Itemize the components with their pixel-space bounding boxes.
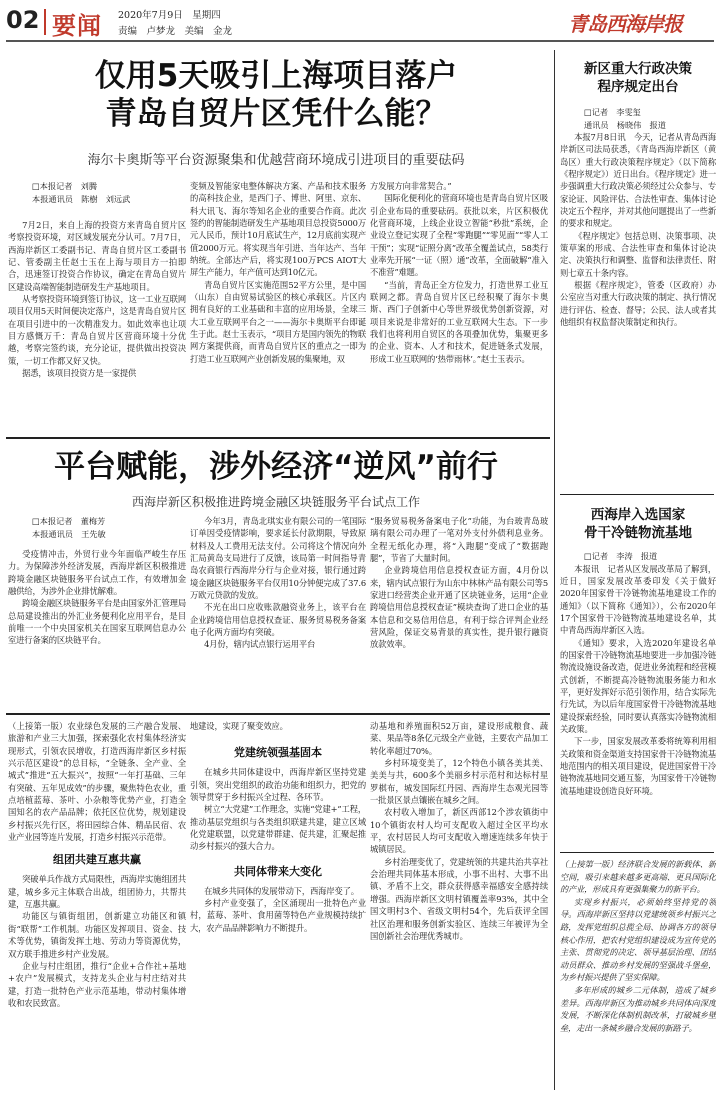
story1-col2 — [190, 180, 366, 387]
story3-col1 — [8, 720, 186, 1092]
paragraph: 本报讯 记者从区发展改革局了解到，近日，国家发展改革委印发《关于做好2020年国家骨干冷链物流基地建设工作的通知》（以下简称《通知》），公布2020年17个国家骨干冷链物流基地建设名单，其中青岛西海岸新区入选。 — [560, 563, 716, 636]
paragraph: 下一步，国家发展改革委将统筹利用相关政策和资金渠道支持国家骨干冷链物流基地范围内的相关项目建设，促进国家骨干冷链物流基地同交通互鉴，为国家骨干冷链物流基地建设创造良好环境。 — [560, 736, 716, 796]
story1-bottom-rule — [6, 437, 550, 439]
section-name: 要闻 — [52, 12, 102, 40]
paragraph: 跨境金融区块链服务平台是由国家外汇管理局总局建设推出的外汇业务便利化应用平台，是目前唯一一个中央国家机关在国家互联网信息办公室进行备案的区块链平台。 — [8, 598, 186, 646]
paper-logo: 青岛西海岸报 — [568, 12, 682, 36]
editors: 责编 卢梦龙 美编 金龙 — [118, 26, 233, 37]
paragraph: 企业跨境信用信息授权查证方面，4月份以来，辖内试点银行为山东中林林产品有限公司等5家进口经营类企业开通了区块链业务，运用“企业跨境信用信息授权查证”模块查询了进口企业的基本信息和交易信用信息，有利于综合评判企业经营风险，保证交易背景的真实性，提升银行融资放款效率。 — [370, 565, 548, 650]
paragraph: 不光在出口应收账款融资业务上，该平台在企业跨境信用信息授权查证、服务贸易税务备案电子化两方面均有突破。 — [190, 602, 366, 638]
paragraph: 动基地和养殖面积52万亩，建设形成粮食、蔬菜、果品等8条亿元级全产业链，主要农产品加工转化率超过70%。 — [370, 721, 548, 756]
masthead-rule — [6, 40, 714, 42]
side1-byline-correspondent: 通讯员 杨晓伟 报道 — [584, 119, 666, 130]
story1-headline-1: 仅用5天吸引上海项目落户 — [94, 58, 458, 94]
paragraph: 方发展方向非常契合。” — [370, 181, 452, 191]
side2-headline-1: 西海岸入选国家 — [590, 507, 686, 523]
paragraph: 青岛自贸片区实施范围52平方公里，是中国（山东）自由贸易试验区的核心承载区。片区内拥有良好的工业基础和丰富的应用场景，全球三大工业互联网平台之一——海尔卡奥斯平台即诞生于此。赵士玉表示，“项目方是国内领先的物联网方案提供商，而青岛自贸片区的重点之一即为打造工业互联网产业创新发展的集聚地，双 — [190, 279, 366, 364]
paragraph: 《程序规定》包括总则、决策事项、决策草案的形成、合法性审查和集体讨论决定、决策执行和调整、监督和法律责任、附则七章五十条内容。 — [560, 230, 716, 278]
paragraph: “服务贸易税务备案电子化”功能，为台玻青岛玻璃有限公司办理了一笔对外支付外债利息业务。全程无纸化办理，将“入跑腿”变成了“数据跑腿”，节省了大量时间。 — [370, 516, 548, 564]
side-divider — [560, 494, 714, 495]
issue-date: 2020年7月9日 星期四 — [118, 10, 221, 21]
side-divider — [560, 852, 714, 853]
section-heading: 组团共建互惠共赢 — [53, 853, 141, 867]
paragraph: 变频及智能家电整体解决方案、产品和技术服务的高科技企业，是西门子、博世、阿里、京东、科大讯飞、海尔等知名企业的重要合作商。此次签约的智能制造研发生产基地项目总投资5000万元人民币，预计10月底试生产，12月底前实现产值2000万元。将实现当年引进、当年达产、当年纳统。全部达产后，将实现100万PCS AIOT大屏生产能力，年产值可达到10亿元。 — [190, 181, 366, 278]
paragraph: 多年形成的城乡二元体制，造成了城乡差异。西海岸新区为推动城乡共同体向深度发展，不断深化体制机制改革，打破城乡壁垒，走出一条城乡融合发展的新路子。 — [560, 984, 716, 1033]
side-story3 — [560, 858, 716, 1092]
story1-headline-2: 青岛自贸片区凭什么能？ — [105, 96, 447, 132]
paragraph: 《通知》要求，入选2020年建设名单的国家骨干冷链物流基地要进一步加强冷链物流设施设备改造，促进业务流程和经营模式创新，不断提高冷链物流服务能力和水平，更好发挥好示范引领作用，结合实际先行先试，为以后年度国家骨干冷链物流基地建设探索经验，同时要认真落实冷链物流相关政策。 — [560, 637, 716, 734]
story2-headline: 平台赋能，涉外经济“逆风”前行 — [54, 449, 498, 485]
side2-byline-reporter: □记者 李涛 报道 — [584, 551, 658, 561]
paragraph: （上接第一版）农业绿色发展的三产融合发展、旅游和产业三大加强，探索强化农村集体经济实现形式，引领农民增收，打造西海岸新区乡村振兴示范区建设”的总目标，“全链条、全产业、全城式”推进“五大振兴”，按照“一年打基础、三年有突破、五年见成效”的步骤，聚焦特色农业，重点培植蓝莓、茶叶、小杂粮等优势产业，打造全国知名的农产品品牌；依托区位优势，规划建设乡村振兴先行区，将田园综合体、精品民宿、农业产业园等连片发展，打造乡村振兴示范带。 — [8, 721, 186, 843]
story2-byline-correspondent: 本报通讯员 王先敏 — [32, 529, 106, 539]
paragraph: 在城乡共同体建设中，西海岸新区坚持党建引领，突出党组织的政治功能和组织力，把党的领导贯穿于乡村振兴全过程、各环节。 — [190, 767, 366, 803]
paragraph: 企业与村庄组团，推行“企业+合作社+基地+农户”发展模式，支持龙头企业与村庄结对共建，打造一批特色产业示范基地，带动村集体增收和农民致富。 — [8, 960, 186, 1008]
paragraph: 树立“大党建”工作理念，实施“党建+”工程，推动基层党组织与各类组织联建共建，建立区域化党建联盟，以党建带群建、促共建，汇聚起推动乡村振兴的强大合力。 — [190, 804, 366, 852]
story2-col3 — [370, 515, 548, 708]
paragraph: 地建设，实现了聚变效应。 — [190, 721, 288, 731]
story1-byline-reporter: □本报记者 刘腾 — [32, 181, 98, 191]
column-divider — [554, 50, 555, 1090]
paragraph: 7月2日，来自上海的投资方来青岛自贸片区考察投资环境，对区域发展充分认可。7月7日，西海岸新区工委副书记、青岛自贸片区工委副书记、管委副主任赵士玉在上海与项目方一拍即合，迅速签订投资合作协议，确定在青岛自贸片区建设高端智能制造研发生产基地项目。 — [8, 220, 186, 292]
story1-col3 — [370, 180, 548, 387]
paragraph: 农村收入增加了，新区西部12个涉农镇街中10个镇街农村人均可支配收入超过全区平均水平，农村居民人均可支配收入增速连续多年快于城镇居民。 — [370, 807, 548, 855]
paragraph: 实现乡村振兴，必须始终坚持党的领导。西海岸新区坚持以党建统领乡村振兴之路，发挥党组织总揽全局、协调各方的领导核心作用，把农村党组织建设成为宣传党的主张、贯彻党的决定、领导基层治理、团结动员群众、推动乡村发展的坚强战斗堡垒，为乡村振兴提供了坚实保障。 — [560, 896, 716, 983]
paragraph: 功能区与镇街组团，创新建立功能区和镇街“联帮”工作机制。功能区发挥项目、资金、技术等优势，镇街发挥土地、劳动力等资源优势，双方联手推进乡村产业发展。 — [8, 911, 186, 959]
story2-col1 — [8, 548, 186, 708]
side1-byline-reporter: □记者 李雯玺 — [584, 107, 641, 117]
page-number: 02 — [6, 6, 40, 34]
side2-headline-2: 骨干冷链物流基地 — [584, 525, 692, 541]
side1-headline-1: 新区重大行政决策 — [584, 61, 692, 77]
paragraph: “当前，青岛正全方位发力，打造世界工业互联网之都。青岛自贸片区已经积聚了海尔卡奥斯、西门子创新中心等世界级优势创新资源，对项目来说是非常好的工业互联网大生态。下一步我们也将利用自贸区的各项叠加优势，集聚更多的企业、资本、人才和技术，促进链条式发展，形成工业互联网的‘热带雨林’。”赵士玉表示。 — [370, 279, 548, 364]
side-story2 — [560, 500, 716, 848]
paragraph: 突破单兵作战方式局限性，西海岸实施组团共建，城乡多元主体联合出战，组团协力，共帮共建，互惠共赢。 — [8, 874, 186, 910]
paragraph: 乡村产业变强了，全区涌现出一批特色产业村，蓝莓、茶叶、食用菌等特色产业规模持续扩大，农产品品牌影响力不断提升。 — [190, 898, 366, 933]
story3-col3 — [370, 720, 548, 1092]
story2-col2 — [190, 515, 366, 708]
story2-subtitle: 西海岸新区积极推进跨境金融区块链服务平台试点工作 — [131, 495, 420, 509]
paragraph: 4月份，辖内试点银行运用平台 — [204, 639, 316, 650]
paragraph: 根据《程序规定》，管委（区政府）办公室应当对重大行政决策的制定、执行情况进行评估、检查、督导；公民、法人或者其他组织有权监督决策制定和执行。 — [560, 280, 716, 328]
paragraph: 国际化便利化的营商环境也是青岛自贸片区吸引企业布局的重要砝码。获批以来，片区积极优化营商环境，上线企业设立智能“秒批”系统，企业设立登记实现了全程“零跑腿”“零见面”“零人工干预”；实现“证照分离”改革全覆盖试点，58类行业率先开展“一证（照）通”改革，全面破解“准入不准营”难题。 — [370, 193, 548, 278]
side-story1 — [560, 50, 716, 490]
paragraph: 乡村治理变优了，党建统领的共建共治共享社会治理共同体基本形成，小事不出村、大事不出镇、矛盾不上交，群众获得感幸福感安全感持续增强。西海岸新区文明村镇覆盖率93%，其中全国文明村3个、省级文明村54个，先后获评全国社区治理和服务创新实验区、连续三年被评为全国创新社会治理优秀城市。 — [370, 856, 548, 941]
paragraph: 今年3月，青岛北琪实业有限公司的一笔国际订单因受疫情影响，要求延长付款期限，导致原材料及人工费用无法支付。公司将这个情况向外汇局黄岛支局进行了反馈，该局第一时间指导青岛农商银行西海岸分行与企业对接，银行通过跨境金融区块链服务平台仅用10分钟便完成了37.6万欧元贷款的发放。 — [190, 516, 366, 601]
section-heading: 党建统领强基固本 — [234, 746, 322, 760]
paragraph: 本报7月8日讯 今天，记者从青岛西海岸新区司法局获悉，《青岛西海岸新区（黄岛区）重大行政决策程序规定》（以下简称《程序规定》）近日出台。《程序规定》进一步强调重大行政决策必须经过公众参与、专家论证、风险评估、合法性审查、集体讨论决定五个程序，并对其他问题提出了一些新的要求和规定。 — [560, 132, 716, 229]
side1-headline-2: 程序规定出台 — [597, 79, 679, 95]
paragraph: 据悉，该项目投资方是一家提供 — [22, 368, 137, 379]
story1-col1 — [8, 219, 186, 387]
story1-byline-correspondent: 本报通讯员 陈樹 刘远武 — [32, 194, 131, 204]
story2-bottom-rule — [6, 713, 550, 715]
paragraph: 受疫情冲击，外贸行业今年面临严峻生存压力。为保障涉外经济发展，西海岸新区积极推进跨境金融区块链服务平台试点工作，有效增加金融供给，为涉外企业排忧解难。 — [8, 549, 186, 597]
masthead — [0, 0, 720, 44]
page-number-divider — [44, 9, 46, 35]
paragraph: 从考察投资环境到签订协议，这一工业互联网项目仅用5天时间便决定落户，这是青岛自贸片区在项目引进中的一次精准发力。如此效率也让项目方感慨万千：青岛自贸片区营商环境十分优越，考察完签约谈，充分论证，提供做出投资决策，一切工作都又好又快。 — [8, 294, 186, 366]
paragraph: （上接第一版）经济联合发展的新载体、新空间，吸引来越来越多更高端、更具国际化的产业，形成具有更强集聚力的新平台。 — [560, 859, 716, 895]
story3-col2 — [190, 720, 366, 1092]
section-heading: 共同体带来大变化 — [234, 864, 322, 878]
story2-byline-reporter: □本报记者 董梅芳 — [32, 516, 106, 526]
paragraph: 在城乡共同体的发展带动下，西海岸变了。 — [204, 885, 359, 896]
paragraph: 乡村环境变美了，12个特色小镇各美其美、美美与共，600多个美丽乡村示范村和达标村星罗棋布，城发国际红丹园、西海岸生态观光园等一批景区景点镶嵌在城乡之间。 — [370, 758, 548, 806]
story1-subtitle: 海尔卡奥斯等平台资源聚集和优越营商环境成引进项目的重要砝码 — [87, 153, 465, 168]
